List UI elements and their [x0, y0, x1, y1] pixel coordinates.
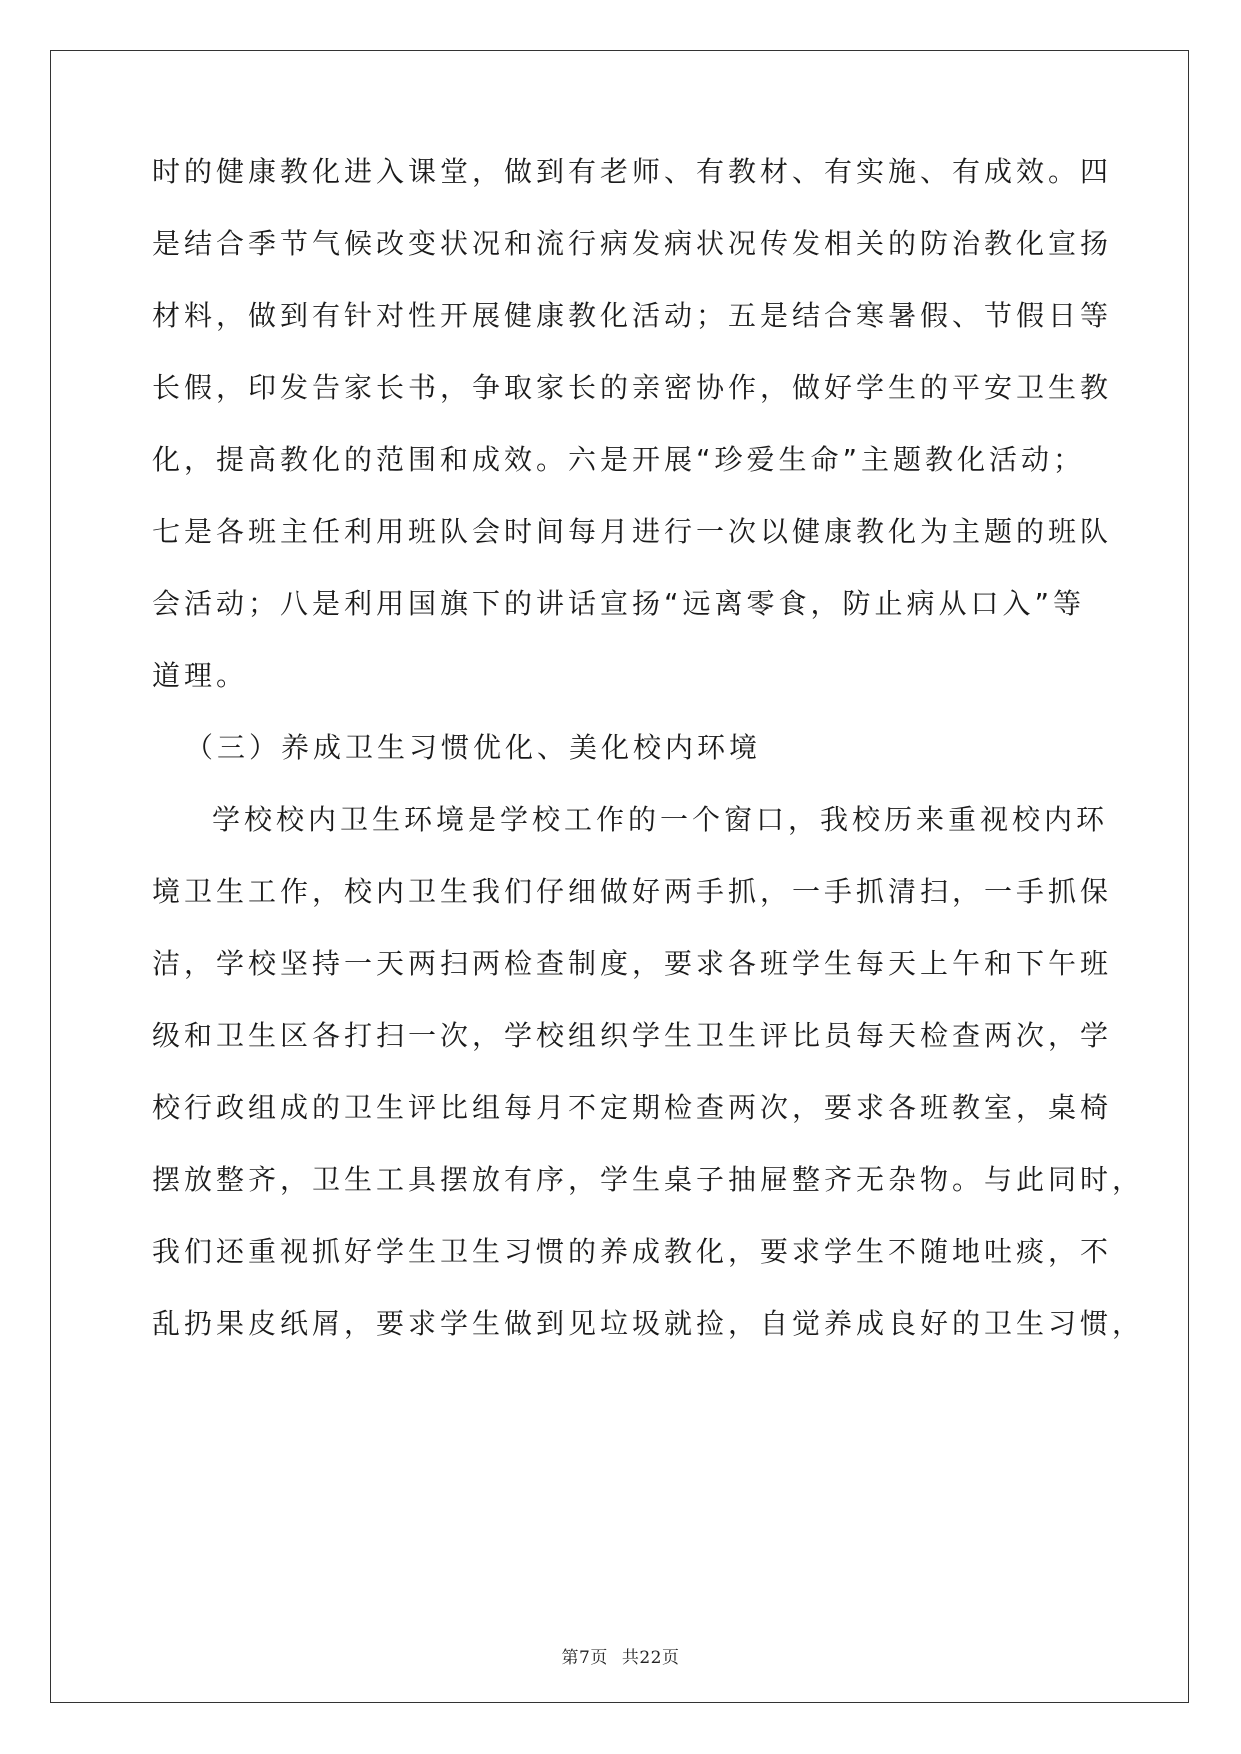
body-line: 洁，学校坚持一天两扫两检查制度，要求各班学生每天上午和下午班 [152, 947, 1113, 980]
body-line: 级和卫生区各打扫一次，学校组织学生卫生评比员每天检查两次，学 [152, 1019, 1113, 1052]
body-line: 校行政组成的卫生评比组每月不定期检查两次，要求各班教室，桌椅 [152, 1091, 1113, 1124]
body-line: 化，提高教化的范围和成效。六是开展“珍爱生命”主题教化活动； [152, 443, 1086, 476]
body-line: 乱扔果皮纸屑，要求学生做到见垃圾就捡，自觉养成良好的卫生习惯， [152, 1307, 1145, 1340]
body-line: 境卫生工作，校内卫生我们仔细做好两手抓，一手抓清扫，一手抓保 [152, 875, 1113, 908]
body-line: 长假，印发告家长书，争取家长的亲密协作，做好学生的平安卫生教 [152, 371, 1113, 404]
body-line: 会活动；八是利用国旗下的讲话宣扬“远离零食，防止病从口入”等 [152, 587, 1086, 620]
body-line: 道理。 [152, 659, 249, 692]
body-line: 时的健康教化进入课堂，做到有老师、有教材、有实施、有成效。四 [152, 155, 1113, 188]
page-footer [0, 1643, 1241, 1668]
paragraph-first-line: 学校校内卫生环境是学校工作的一个窗口，我校历来重视校内环 [212, 803, 1109, 836]
body-line: 七是各班主任利用班队会时间每月进行一次以健康教化为主题的班队 [152, 515, 1113, 548]
body-line: 是结合季节气候改变状况和流行病发病状况传发相关的防治教化宣扬 [152, 227, 1113, 260]
body-line: 我们还重视抓好学生卫生习惯的养成教化，要求学生不随地吐痰，不 [152, 1235, 1113, 1268]
page-total: 共22页 [621, 1648, 680, 1668]
body-line: 材料，做到有针对性开展健康教化活动；五是结合寒暑假、节假日等 [152, 299, 1113, 332]
body-line: 摆放整齐，卫生工具摆放有序，学生桌子抽屉整齐无杂物。与此同时， [152, 1163, 1145, 1196]
page-number: 第7页 [561, 1648, 608, 1668]
section-heading: （三）养成卫生习惯优化、美化校内环境 [185, 731, 762, 764]
